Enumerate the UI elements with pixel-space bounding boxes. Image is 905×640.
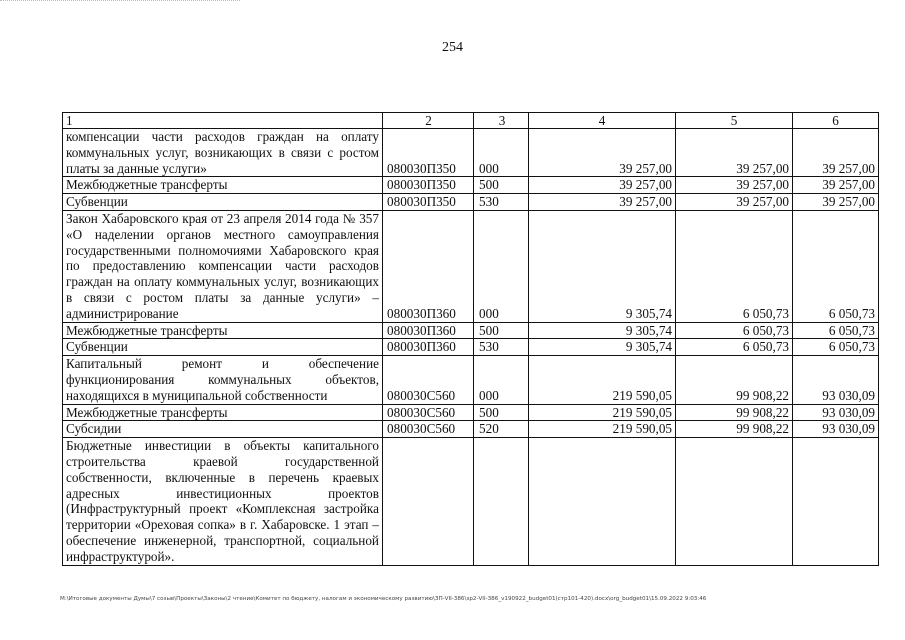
row-value-5 bbox=[676, 438, 793, 565]
row-value-6: 93 030,09 bbox=[793, 404, 879, 421]
row-name: Субвенции bbox=[63, 194, 383, 211]
row-name: компенсации части расходов граждан на оплату коммунальных услуг, возникающих в связи с ростом платы за данные услуги» bbox=[63, 129, 383, 177]
row-name: Субсидии bbox=[63, 421, 383, 438]
row-code: 080030П350 bbox=[383, 194, 474, 211]
row-expense-type: 500 bbox=[474, 177, 529, 194]
table-header-row bbox=[63, 113, 879, 129]
row-value-4: 219 590,05 bbox=[529, 356, 676, 404]
row-value-6: 93 030,09 bbox=[793, 356, 879, 404]
row-expense-type bbox=[474, 438, 529, 565]
row-expense-type: 000 bbox=[474, 210, 529, 322]
row-value-4: 219 590,05 bbox=[529, 404, 676, 421]
row-value-4: 39 257,00 bbox=[529, 129, 676, 177]
column-header-6: 6 bbox=[793, 113, 879, 129]
file-path-footer: М:\Итоговые документы Думы\7 созыв\Проекты\Законы\2 чтение\Комитет по бюджету, налогам и экономическому развитию\ЗП-VII-386\зр2-VII-386_v190922_budget01(стр101-420).docx\org_budget01\15.09.2022 9:03:46 bbox=[60, 596, 707, 602]
row-value-6: 6 050,73 bbox=[793, 339, 879, 356]
scan-artifact bbox=[0, 0, 240, 4]
table-row bbox=[63, 210, 879, 322]
row-expense-type: 500 bbox=[474, 322, 529, 339]
row-value-4: 219 590,05 bbox=[529, 421, 676, 438]
row-value-5: 99 908,22 bbox=[676, 421, 793, 438]
row-code: 080030П360 bbox=[383, 322, 474, 339]
table-row bbox=[63, 421, 879, 438]
row-expense-type: 500 bbox=[474, 404, 529, 421]
row-value-5: 6 050,73 bbox=[676, 210, 793, 322]
row-name: Межбюджетные трансферты bbox=[63, 404, 383, 421]
row-value-4: 9 305,74 bbox=[529, 322, 676, 339]
row-value-6: 39 257,00 bbox=[793, 129, 879, 177]
row-expense-type: 530 bbox=[474, 339, 529, 356]
row-expense-type: 000 bbox=[474, 129, 529, 177]
row-code: 080030С560 bbox=[383, 421, 474, 438]
row-value-5: 39 257,00 bbox=[676, 129, 793, 177]
row-code: 080030П350 bbox=[383, 177, 474, 194]
row-name: Межбюджетные трансферты bbox=[63, 322, 383, 339]
row-code: 080030П350 bbox=[383, 129, 474, 177]
page-number: 254 bbox=[442, 40, 463, 55]
row-code: 080030П360 bbox=[383, 339, 474, 356]
column-header-1: 1 bbox=[63, 113, 383, 129]
budget-table bbox=[62, 112, 879, 566]
row-expense-type: 520 bbox=[474, 421, 529, 438]
row-expense-type: 000 bbox=[474, 356, 529, 404]
row-code: 080030П360 bbox=[383, 210, 474, 322]
row-value-5: 99 908,22 bbox=[676, 404, 793, 421]
row-code bbox=[383, 438, 474, 565]
row-value-4 bbox=[529, 438, 676, 565]
row-value-4: 39 257,00 bbox=[529, 194, 676, 211]
row-value-5: 39 257,00 bbox=[676, 177, 793, 194]
row-value-5: 39 257,00 bbox=[676, 194, 793, 211]
column-header-3: 3 bbox=[474, 113, 529, 129]
row-name: Межбюджетные трансферты bbox=[63, 177, 383, 194]
row-expense-type: 530 bbox=[474, 194, 529, 211]
table-row bbox=[63, 404, 879, 421]
row-value-6: 39 257,00 bbox=[793, 194, 879, 211]
row-code: 080030С560 bbox=[383, 356, 474, 404]
row-value-4: 9 305,74 bbox=[529, 210, 676, 322]
row-value-5: 6 050,73 bbox=[676, 322, 793, 339]
row-value-6: 6 050,73 bbox=[793, 322, 879, 339]
row-name: Субвенции bbox=[63, 339, 383, 356]
row-name: Капитальный ремонт и обеспечение функционирования коммунальных объектов, находящихся в муниципальной собственности bbox=[63, 356, 383, 404]
row-value-6: 93 030,09 bbox=[793, 421, 879, 438]
table-row bbox=[63, 339, 879, 356]
row-name: Бюджетные инвестиции в объекты капитального строительства краевой государственной собственности, включенные в перечень краевых адресных инвестиционных проектов (Инфраструктурный проект «Комплексная застройка территории «Ореховая сопка» в г. Хабаровске. 1 этап – обеспечение инженерной, транспортной, социальной инфраструктурой». bbox=[63, 438, 383, 565]
row-value-4: 39 257,00 bbox=[529, 177, 676, 194]
column-header-4: 4 bbox=[529, 113, 676, 129]
row-value-6: 39 257,00 bbox=[793, 177, 879, 194]
table-row bbox=[63, 177, 879, 194]
table-row bbox=[63, 356, 879, 404]
row-value-6 bbox=[793, 438, 879, 565]
row-value-5: 99 908,22 bbox=[676, 356, 793, 404]
table-row bbox=[63, 438, 879, 565]
table-row bbox=[63, 322, 879, 339]
row-value-4: 9 305,74 bbox=[529, 339, 676, 356]
table-row bbox=[63, 129, 879, 177]
column-header-5: 5 bbox=[676, 113, 793, 129]
row-code: 080030С560 bbox=[383, 404, 474, 421]
row-value-6: 6 050,73 bbox=[793, 210, 879, 322]
row-value-5: 6 050,73 bbox=[676, 339, 793, 356]
column-header-2: 2 bbox=[383, 113, 474, 129]
table-row bbox=[63, 194, 879, 211]
row-name: Закон Хабаровского края от 23 апреля 2014 года № 357 «О наделении органов местного самоуправления государственными полномочиями Хабаровского края по предоставлению компенсации части расходов граждан на оплату коммунальных услуг, возникающих в связи с ростом платы за данные услуги» – администрирование bbox=[63, 210, 383, 322]
